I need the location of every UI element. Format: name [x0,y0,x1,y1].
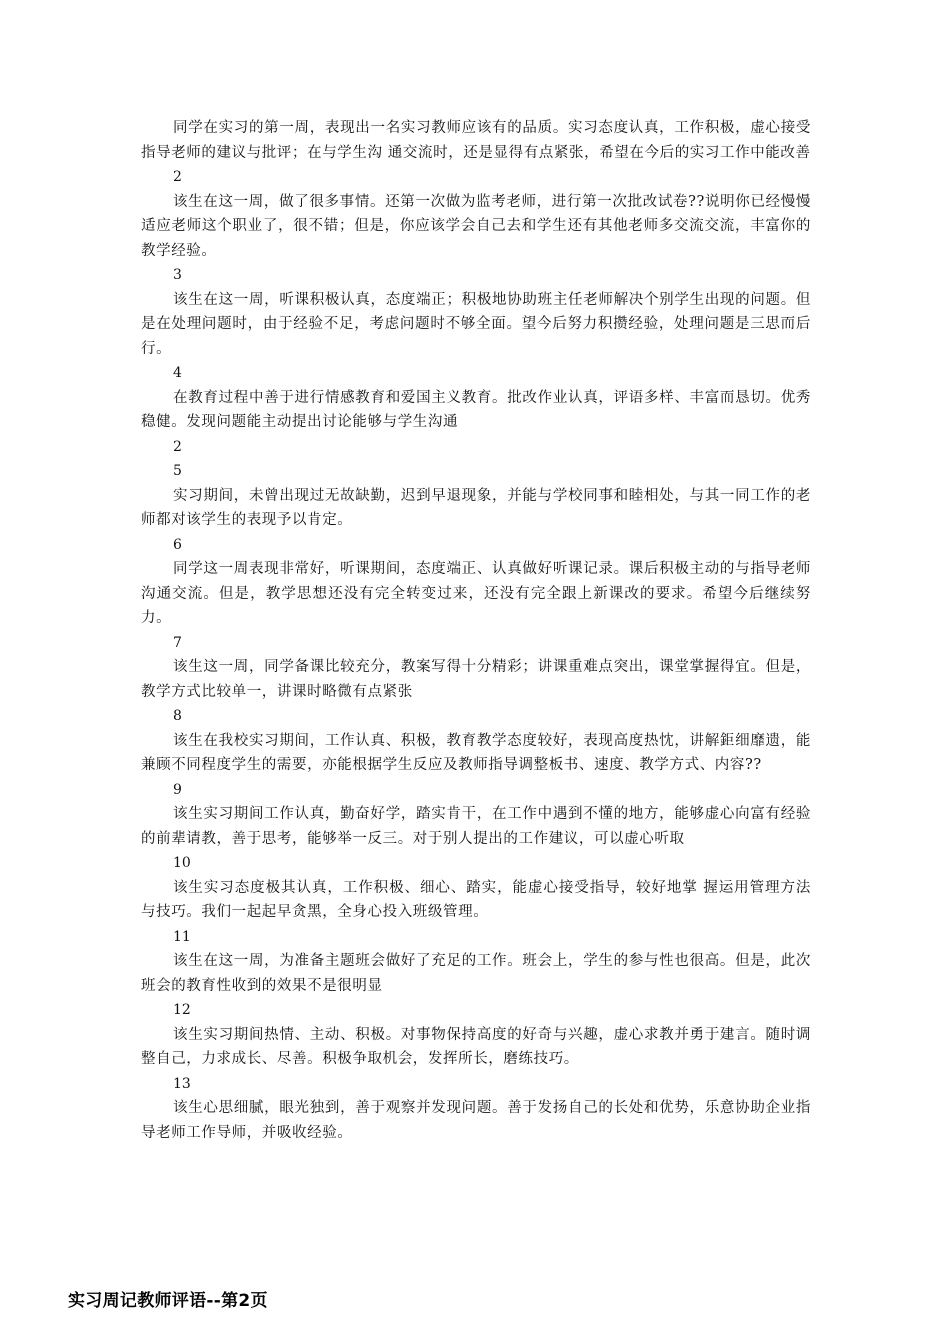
entry-number: 11 [173,928,191,945]
entry-number: 10 [173,855,191,871]
comment-paragraph: 该生在这一周，听课积极认真，态度端正；积极地协助班主任老师解决个别学生出现的问题。但是在处理问题时，由于经验不足，考虑问题时不够全面。望今后努力积攒经验，处理问题是三思而后行。 [141,291,811,357]
page-footer: 实习周记教师评语--第2页 [68,1291,268,1311]
comment-paragraph: 该生心思细腻，眼光独到，善于观察并发现问题。善于发扬自己的长处和优势，乐意协助企业指导老师工作导师，并吸收经验。 [141,1100,811,1141]
entry-number: 4 [173,365,182,381]
comment-paragraph: 该生实习期间热情、主动、积极。对事物保持高度的好奇与兴趣，虚心求教并勇于建言。随时调整自己，力求成长、尽善。积极争取机会，发挥所长，磨练技巧。 [141,1026,811,1067]
entry-number: 5 [173,463,182,479]
comment-paragraph: 该生在我校实习期间，工作认真、积极，教育教学态度较好，表现高度热忱，讲解鉅细靡遗，能兼顾不同程度学生的需要，亦能根据学生反应及教师指导调整板书、速度、教学方式、内容?? [141,732,811,773]
document-body [141,116,811,1145]
comment-paragraph: 同学在实习的第一周，表现出一名实习教师应该有的品质。实习态度认真，工作积极，虚心接受指导老师的建议与批评；在与学生沟 通交流时，还是显得有点紧张，希望在今后的实习工作中能改善 [141,120,811,161]
comment-paragraph: 该生实习期间工作认真，勤奋好学，踏实肯干，在工作中遇到不懂的地方，能够虚心向富有经验的前辈请教，善于思考，能够举一反三。对于别人提出的工作建议，可以虚心听取 [141,806,811,847]
comment-paragraph: 在教育过程中善于进行情感教育和爱国主义教育。批改作业认真，评语多样、丰富而恳切。优秀稳健。发现问题能主动提出讨论能够与学生沟通 [141,389,811,430]
entry-number: 7 [173,634,182,651]
comment-paragraph: 该生在这一周，为准备主题班会做好了充足的工作。班会上，学生的参与性也很高。但是，此次班会的教育性收到的效果不是很明显 [141,953,811,994]
entry-number: 8 [173,708,182,724]
comment-paragraph: 该生在这一周，做了很多事情。还第一次做为监考老师，进行第一次批改试卷??说明你已经慢慢适应老师这个职业了，很不错；但是，你应该学会自己去和学生还有其他老师多交流交流，丰富你的教学经验。 [141,193,811,259]
entry-number: 6 [173,536,182,553]
entry-number: 3 [173,267,182,283]
comment-paragraph: 该生这一周，同学备课比较充分，教案写得十分精彩；讲课重难点突出，课堂掌握得宜。但是，教学方式比较单一，讲课时略微有点紧张 [141,659,811,700]
comment-paragraph: 实习期间，未曾出现过无故缺勤，迟到早退现象，并能与学校同事和睦相处，与其一同工作的老师都对该学生的表现予以肯定。 [141,487,811,528]
comment-paragraph: 同学这一周表现非常好，听课期间，态度端正、认真做好听课记录。课后积极主动的与指导老师沟通交流。但是，教学思想还没有完全转变过来，还没有完全跟上新课改的要求。希望今后继续努力。 [141,561,811,626]
entry-number: 2 [173,438,182,455]
entry-number: 12 [173,1002,191,1018]
entry-number: 13 [173,1075,191,1092]
entry-number: 2 [173,169,182,185]
comment-paragraph: 该生实习态度极其认真，工作积极、细心、踏实，能虚心接受指导，较好地掌 握运用管理方法与技巧。我们一起起早贪黑，全身心投入班级管理。 [141,879,811,920]
entry-number: 9 [173,781,182,798]
